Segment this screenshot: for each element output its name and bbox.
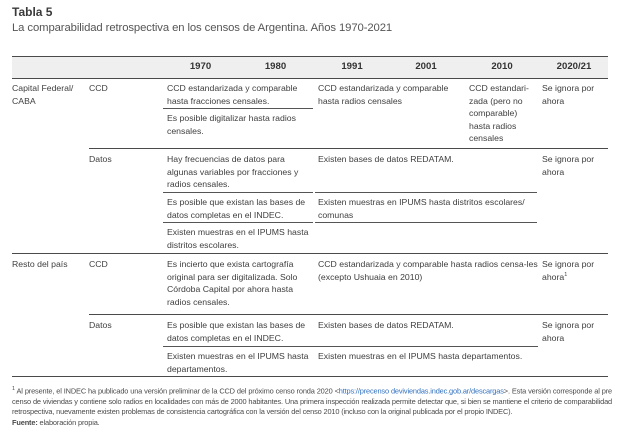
table-title: Tabla 5: [12, 5, 53, 19]
cell-datos-1970-1980-b: Es posible que existan las bases de datos completas en el INDEC.: [167, 197, 306, 220]
header-bottom-rule: [12, 78, 608, 79]
cell-datos-1970-1980-a: Hay frecuencias de datos para algunas variables por fracciones y radios censales.: [167, 154, 299, 190]
cell-datos-1991-2001-a: Existen bases de datos REDATAM.: [318, 154, 454, 164]
source-label: Fuente:: [12, 417, 38, 427]
cell-datos-1991-2010-b: Existen muestras en el IPUMS hasta departamentos.: [318, 351, 523, 361]
cell-ccd-1970-1980-b: Es posible digitalizar hasta radios censales.: [167, 113, 296, 136]
inner-rule: [315, 192, 537, 193]
cell-ccd-2010: CCD estandari-zada (pero no comparable) hasta radios censales: [469, 83, 529, 144]
section-rule: [12, 253, 608, 254]
cell-datos-2020: Se ignora por ahora: [542, 154, 595, 177]
cell-datos-1991-2010-a: Existen bases de datos REDATAM.: [318, 320, 454, 330]
type-datos: Datos: [89, 154, 112, 164]
inner-rule: [163, 192, 313, 193]
footnote-link[interactable]: https://precenso deviviendas.indec.gob.ar/descargas: [338, 386, 504, 396]
cell-ccd-1991-2001: CCD estandarizada y comparable hasta radios censales: [318, 83, 449, 106]
header-2001: 2001: [415, 61, 437, 72]
cell-datos-1970-1980-b: Existen muestras en el IPUMS hasta departamentos.: [167, 351, 309, 374]
footnote: [12, 384, 612, 428]
table-top-rule: [12, 56, 608, 57]
inner-rule: [315, 222, 537, 223]
region-resto-del-pais: Resto del país: [12, 259, 68, 269]
header-2010: 2010: [491, 61, 513, 72]
type-datos: Datos: [89, 320, 112, 330]
inner-rule: [163, 222, 313, 223]
type-ccd: CCD: [89, 83, 108, 93]
cell-ccd-1970-1980-a: CCD estandarizada y comparable hasta fracciones censales.: [167, 83, 298, 106]
cell-ccd-2020: Se ignora por ahora: [542, 83, 595, 106]
inner-rule: [163, 108, 313, 109]
group-rule: [89, 148, 608, 149]
cell-ccd-2020: [542, 258, 608, 283]
inner-rule: [163, 346, 538, 347]
table-subtitle: La comparabilidad retrospectiva en los censos de Argentina. Años 1970-2021: [12, 22, 393, 34]
cell-datos-1991-2001-b: Existen muestras en IPUMS hasta distritos escolares/ comunas: [318, 197, 525, 220]
header-2020-21: 2020/21: [556, 61, 592, 72]
footnote-text: Al presente, el INDEC ha publicado una versión preliminar de la CCD del próximo censo ronda 2020 <: [16, 386, 339, 396]
header-1970: 1970: [189, 61, 212, 72]
cell-datos-1970-1980-c: Existen muestras en el IPUMS hasta distritos escolares.: [167, 227, 309, 250]
footnote-marker: 1: [564, 271, 568, 278]
cell-datos-2020: Se ignora por ahora: [542, 320, 595, 343]
header-1980: 1980: [264, 61, 287, 72]
cell-ccd-1991-2010: CCD estandarizada y comparable hasta radios censa-les (excepto Ushuaia en 2010): [318, 259, 538, 282]
group-rule: [89, 314, 608, 315]
cell-datos-1970-1980-a: Es posible que existan las bases de datos completas en el INDEC.: [167, 320, 306, 343]
header-1991: 1991: [341, 61, 363, 72]
footnote-text-continued: >. Esta versión corresponde al pre censo de viviendas y contiene solo radios en localidades con más de 2000 habitantes. Una primera inspección realizada permite detectar que, si bien se mantiene el criterio de comparabilidad retrospectiva, nuevamente existen problemas de consistencia cartográfica con la versión del censo 2010 (incluso con la original publicada por el propio INDEC).: [12, 386, 613, 417]
type-ccd: CCD: [89, 259, 108, 269]
source-text: elaboración propia.: [37, 417, 100, 427]
table-bottom-rule: [12, 376, 608, 377]
footnote-marker: 1: [12, 386, 15, 392]
cell-text: Se ignora por ahora: [542, 259, 595, 282]
region-capital-federal: Capital Federal/ CABA: [12, 83, 74, 106]
cell-ccd-1970-1980: Es incierto que exista cartografía original para ser digitalizada. Solo Córdoba Capital por ahora hasta radios censales.: [167, 259, 298, 307]
